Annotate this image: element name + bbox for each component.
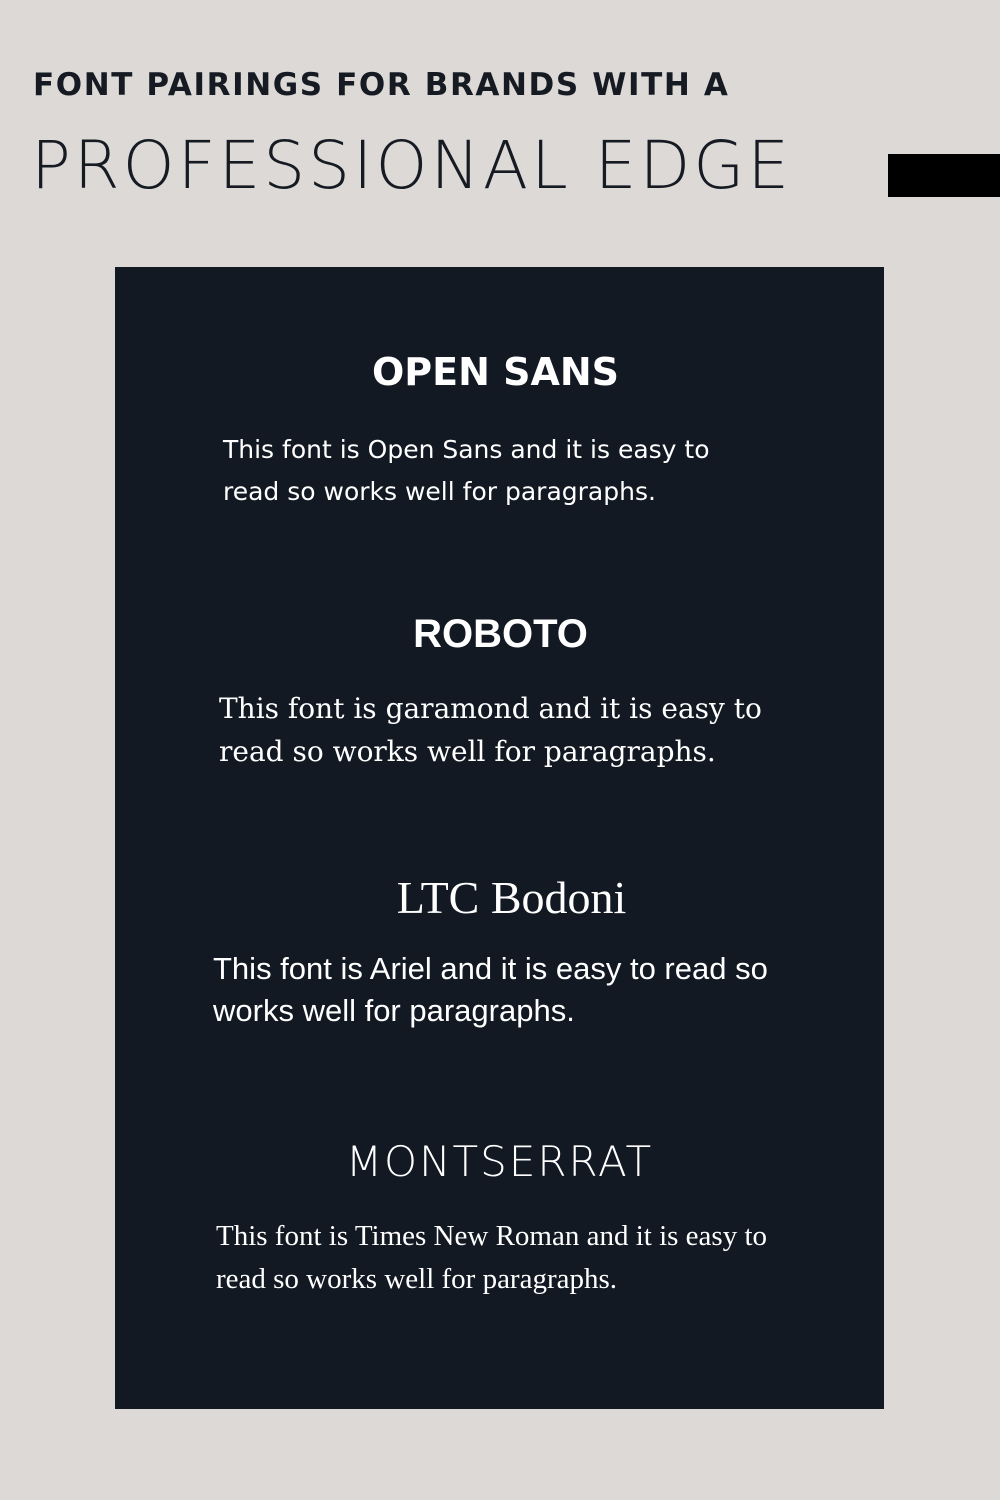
pairing-body: This font is garamond and it is easy to read so works well for paragraphs. xyxy=(219,692,762,768)
header-kicker: FONT PAIRINGS FOR BRANDS WITH A xyxy=(33,67,730,103)
pairing-body: This font is Times New Roman and it is easy to read so works well for paragraphs. xyxy=(216,1220,767,1295)
pairing-heading: MONTSERRAT xyxy=(345,1137,654,1186)
pairing-heading: LTC Bodoni xyxy=(396,872,627,923)
pairing-body: This font is Ariel and it is easy to read so works well for paragraphs. xyxy=(213,951,768,1028)
title-accent-bar xyxy=(888,154,1000,197)
pairing-heading: ROBOTO xyxy=(413,612,588,656)
page-title: PROFESSIONAL EDGE xyxy=(31,127,793,204)
pairing-body: This font is Open Sans and it is easy to read so works well for paragraphs. xyxy=(223,435,710,506)
pairing-heading: OPEN SANS xyxy=(371,350,620,394)
font-pairings-card xyxy=(115,267,884,1409)
